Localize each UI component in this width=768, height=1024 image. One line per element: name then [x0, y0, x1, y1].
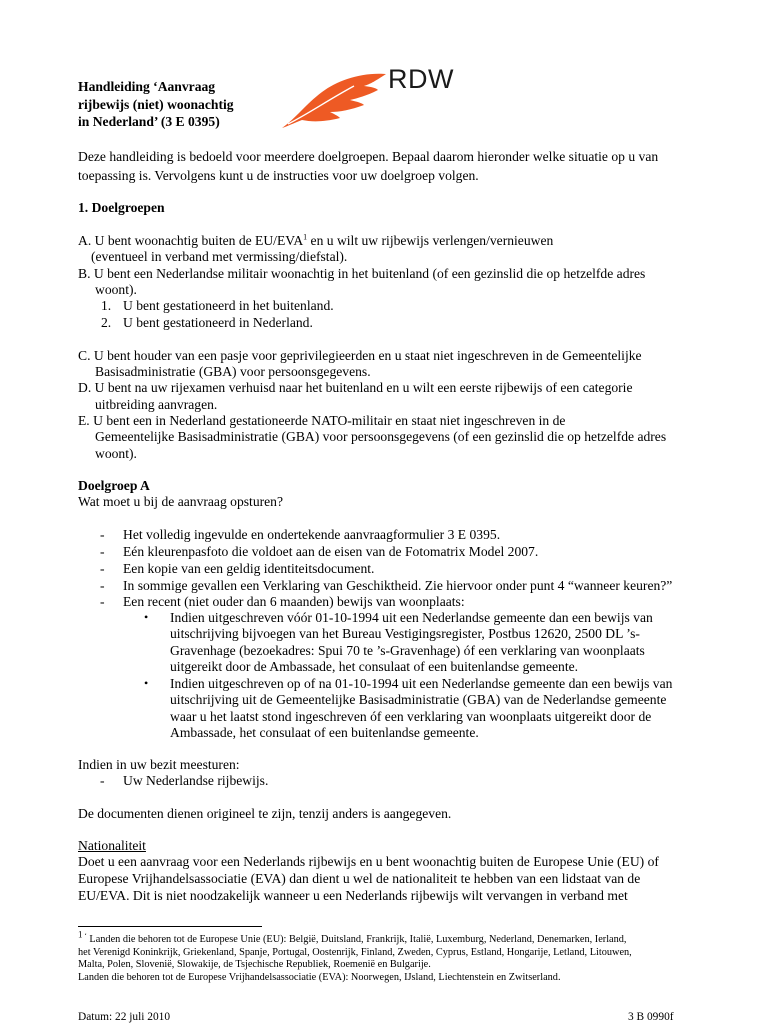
group-c-line: C. U bent houder van een pasje voor geprivilegieerden en u staat niet ingeschreven in de Gemeentelijke	[78, 348, 642, 363]
document-title	[78, 78, 278, 131]
footnote-line: het Verenigd Koninkrijk, Griekenland, Spanje, Portugal, Oostenrijk, Finland, Zweden, Cyprus, Estland, Hongarije, Letland, Litouwen,	[78, 946, 632, 958]
bullet-line: uitschrijving uit de Gemeentelijke Basisadministratie (GBA) van de Nederlandse gemeente	[170, 692, 667, 707]
dash-marker: -	[100, 773, 105, 788]
footnote	[78, 929, 632, 984]
sub-number: 2.	[101, 315, 112, 330]
group-e-line: Gemeentelijke Basisadministratie (GBA) voor persoonsgegevens (of een gezinslid die op hetzelfde adres	[95, 429, 667, 444]
residence-proof-bullets	[0, 609, 768, 749]
group-c-line: Basisadministratie (GBA) voor persoonsgegevens.	[95, 364, 371, 379]
group-a-question: Wat moet u bij de aanvraag opsturen?	[78, 494, 284, 509]
group-d-line: uitbreiding aanvragen.	[95, 397, 218, 412]
nationality-line: Doet u een aanvraag voor een Nederlands rijbewijs en u bent woonachtig buiten de Europese Unie (EU) of	[78, 854, 659, 869]
nationality-heading: Nationaliteit	[78, 838, 146, 853]
footnote-line: Landen die behoren tot de Europese Unie (EU): België, Duitsland, Frankrijk, Italië, Luxemburg, Nederland, Denemarken, Ierland,	[86, 934, 627, 945]
title-line: Handleiding ‘Aanvraag	[78, 79, 216, 94]
bullet-line: uitgereikt door de Ambassade, het consulaat of een buitenlandse gemeente.	[170, 659, 579, 674]
dash-marker: -	[100, 594, 105, 609]
list-item-text: In sommige gevallen een Verklaring van Geschiktheid. Zie hiervoor onder punt 4 “wanneer keuren?”	[123, 578, 673, 593]
group-e-line: E. U bent een in Nederland gestationeerde NATO-militair en staat niet ingeschreven in de	[78, 413, 566, 428]
brand-wordmark: RDW	[388, 64, 454, 94]
possession-item	[0, 772, 768, 789]
title-line: rijbewijs (niet) woonachtig	[78, 96, 234, 112]
group-b-line: B. U bent een Nederlandse militair woonachtig in het buitenland (of een gezinslid die op hetzelfde adres	[78, 266, 646, 281]
bullet-line: Gravenhage (bezoekadres: Spui 70 te ’s-Gravenhage) óf een verklaring van woonplaats	[170, 643, 645, 658]
footnote-line: Landen die behoren tot de Europese Vrijhandelsassociatie (EVA): Noorwegen, IJsland, Liechtenstein en Zwitserland.	[78, 971, 561, 983]
sub-item: U bent gestationeerd in Nederland.	[123, 315, 313, 330]
sub-number: 1.	[101, 298, 112, 313]
title-line: in Nederland’ (3 E 0395)	[78, 114, 220, 129]
group-a-line: (eventueel in verband met vermissing/diefstal).	[91, 249, 348, 264]
bullet-line: uitschrijving bijvoegen van het Bureau Vestigingsregister, Postbus 12620, 2500 DL ’s-	[170, 626, 640, 641]
dash-marker: -	[100, 527, 105, 542]
footnote-marker: 1	[78, 929, 83, 940]
group-a-text: A. U bent woonachtig buiten de EU/EVA	[78, 233, 304, 248]
footnote-line: Malta, Polen, Slovenië, Slowakije, de Tsjechische Republiek, Roemenië en Bulgarije.	[78, 959, 431, 971]
section-heading-doelgroepen: 1. Doelgroepen	[78, 200, 165, 215]
footnote-marker-quote: ‘	[84, 931, 87, 940]
bullet-marker: •	[144, 610, 149, 624]
dash-marker: -	[100, 561, 105, 576]
footnote-divider	[78, 926, 262, 927]
sub-item: U bent gestationeerd in het buitenland.	[123, 298, 334, 313]
group-a-heading: Doelgroep A	[78, 478, 150, 493]
bullet-marker: •	[144, 676, 149, 690]
bullet-line: Indien uitgeschreven op of na 01-10-1994 uit een Nederlandse gemeente dan een bewijs van	[170, 676, 673, 691]
rdw-feather-logo-icon	[278, 70, 388, 132]
nationality-paragraph	[78, 853, 659, 904]
intro-line: toepassing is. Vervolgens kunt u de instructies voor uw doelgroep volgen.	[78, 168, 479, 183]
bullet-line: Indien uitgeschreven vóór 01-10-1994 uit een Nederlandse gemeente dan een bewijs van	[170, 610, 653, 625]
possession-item-text: Uw Nederlandse rijbewijs.	[123, 773, 269, 788]
list-item-text: Een recent (niet ouder dan 6 maanden) bewijs van woonplaats:	[123, 594, 465, 609]
bullet-line: Ambassade, het consulaat of een buitenlandse gemeente.	[170, 725, 479, 740]
footnote-ref: 1	[303, 232, 308, 242]
footer-date: Datum: 22 juli 2010	[78, 1011, 171, 1023]
bullet-line: waar u het laatst stond ingeschreven óf een verklaring van woonplaats uitgereikt door de	[170, 709, 652, 724]
list-item-text: Het volledig ingevulde en ondertekende aanvraagformulier 3 E 0395.	[123, 527, 501, 542]
possession-heading: Indien in uw bezit meesturen:	[78, 757, 240, 772]
group-a-text-cont: en u wilt uw rijbewijs verlengen/vernieuwen	[307, 233, 554, 248]
footer-code: 3 B 0990f	[628, 1011, 674, 1023]
intro-paragraph	[78, 148, 708, 184]
original-note: De documenten dienen origineel te zijn, tenzij anders is aangegeven.	[78, 806, 452, 821]
group-a-line	[78, 232, 553, 249]
list-item-text: Eén kleurenpasfoto die voldoet aan de eisen van de Fotomatrix Model 2007.	[123, 544, 539, 559]
nationality-line: Europese Vrijhandelsassociatie (EVA) dan dient u wel de nationaliteit te hebben van een lidstaat van de	[78, 871, 641, 886]
list-item-text: Een kopie van een geldig identiteitsdocument.	[123, 561, 375, 576]
group-e-line: woont).	[95, 446, 137, 461]
dash-marker: -	[100, 578, 105, 593]
requirements-list	[0, 526, 768, 616]
intro-line: Deze handleiding is bedoeld voor meerdere doelgroepen. Bepaal daarom hieronder welke situatie op u van	[78, 149, 659, 164]
group-d-line: D. U bent na uw rijexamen verhuisd naar het buitenland en u wilt een eerste rijbewijs of een categorie	[78, 380, 633, 395]
nationality-line: EU/EVA. Dit is niet noodzakelijk wanneer u een Nederlands rijbewijs wilt vervangen in verband met	[78, 888, 628, 903]
group-b-line: woont).	[95, 282, 137, 297]
dash-marker: -	[100, 544, 105, 559]
